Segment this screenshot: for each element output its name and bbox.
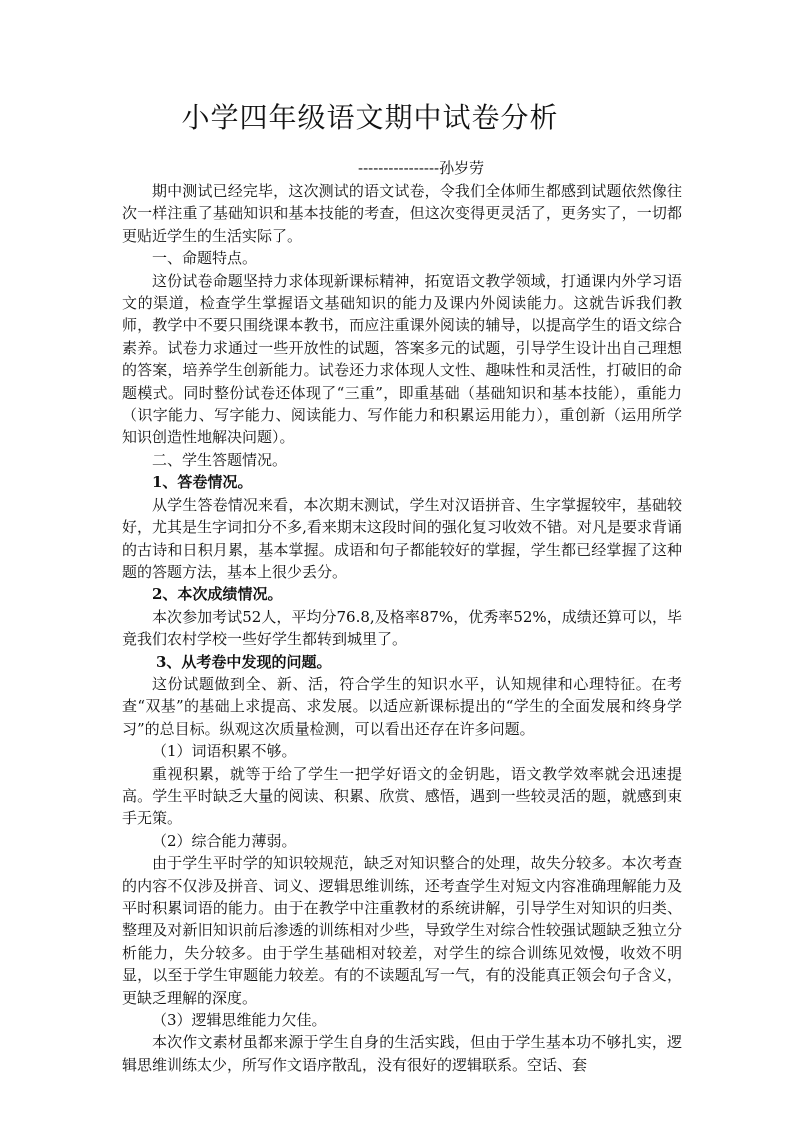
paragraph: 2、本次成绩情况。 <box>152 585 283 604</box>
paragraph: （2）综合能力薄弱。 <box>152 831 297 850</box>
paragraph: 3、从考卷中发现的问题。 <box>156 652 332 671</box>
document-title: 小学四年级语文期中试卷分析 <box>181 101 559 134</box>
paragraph: 从学生答卷情况来看，本次期末测试，学生对汉语拼音、生字掌握较牢，基础较好，尤其是生字词扣分不多,看来期末这段时间的强化复习收效不错。对凡是要求背诵的古诗和日积月累，基本掌握。成语和句子都能较好的掌握，学生都已经掌握了这种题的答题方法，基本上很少丢分。 <box>122 495 682 581</box>
paragraph: （3）逻辑思维能力欠佳。 <box>152 1011 327 1030</box>
paragraph: 本次作文素材虽都来源于学生自身的生活实践，但由于学生基本功不够扎实，逻辑思维训练太少，所写作文语序散乱，没有很好的逻辑联系。空话、套 <box>122 1033 682 1074</box>
paragraph: 重视积累，就等于给了学生一把学好语文的金钥匙，语文教学效率就会迅速提高。学生平时缺乏大量的阅读、积累、欣赏、感悟，遇到一些较灵活的题，就感到束手无策。 <box>122 764 682 828</box>
paragraph: 期中测试已经完毕，这次测试的语文试卷，令我们全体师生都感到试题依然像往次一样注重了基础知识和基本技能的考查，但这次变得更灵活了，更务实了，一切都更贴近学生的生活实际了。 <box>122 182 682 245</box>
author-line: ----------------孙岁劳 <box>358 159 485 177</box>
paragraph: 这份试卷命题坚持力求体现新课标精神，拓宽语文教学领域，打通课内外学习语文的渠道，检查学生掌握语文基础知识的能力及课内外阅读能力。这就告诉我们教师，教学中不要只围绕课本教书，而应注重课外阅读的辅导，以提高学生的语文综合素养。试卷力求通过一些开放性的试题，答案多元的试题，引导学生设计出自己理想的答案，培养学生创新能力。试卷还力求体现人文性、趣味性和灵活性，打破旧的命题模式。同时整份试卷还体现了“三重”，即重基础（基础知识和基本技能），重能力（识字能力、写字能力、阅读能力、写作能力和积累运用能力），重创新（运用所学知识创造性地解决问题）。 <box>122 271 682 447</box>
paragraph: （1）词语积累不够。 <box>152 742 297 761</box>
paragraph: 由于学生平时学的知识较规范，缺乏对知识整合的处理，故失分较多。本次考查的内容不仅涉及拼音、词义、逻辑思维训练，还考查学生对短文内容准确理解能力及平时积累词语的能力。由于在教学中注重教材的系统讲解，引导学生对知识的归类、整理及对新旧知识前后渗透的训练相对少些，导致学生对综合性较强试题缺乏独立分析能力，失分较多。由于学生基础相对较差，对学生的综合训练见效慢，收效不明显，以至于学生审题能力较差。有的不读题乱写一气，有的没能真正领会句子含义，更缺乏理解的深度。 <box>122 854 682 1007</box>
paragraph: 本次参加考试52人，平均分76.8,及格率87%，优秀率52%，成绩还算可以，毕竟我们农村学校一些好学生都转到城里了。 <box>122 607 682 649</box>
document-body <box>122 180 682 1076</box>
paragraph: 一、命题特点。 <box>152 249 258 268</box>
paragraph: 1、答卷情况。 <box>152 473 253 492</box>
paragraph: 这份试题做到全、新、活，符合学生的知识水平，认知规律和心理特征。在考查“双基”的基础上求提高、求发展。以适应新课标提出的“学生的全面发展和终身学习”的总目标。纵观这次质量检测，可以看出还存在许多问题。 <box>122 674 682 738</box>
paragraph: 二、学生答题情况。 <box>152 450 288 469</box>
